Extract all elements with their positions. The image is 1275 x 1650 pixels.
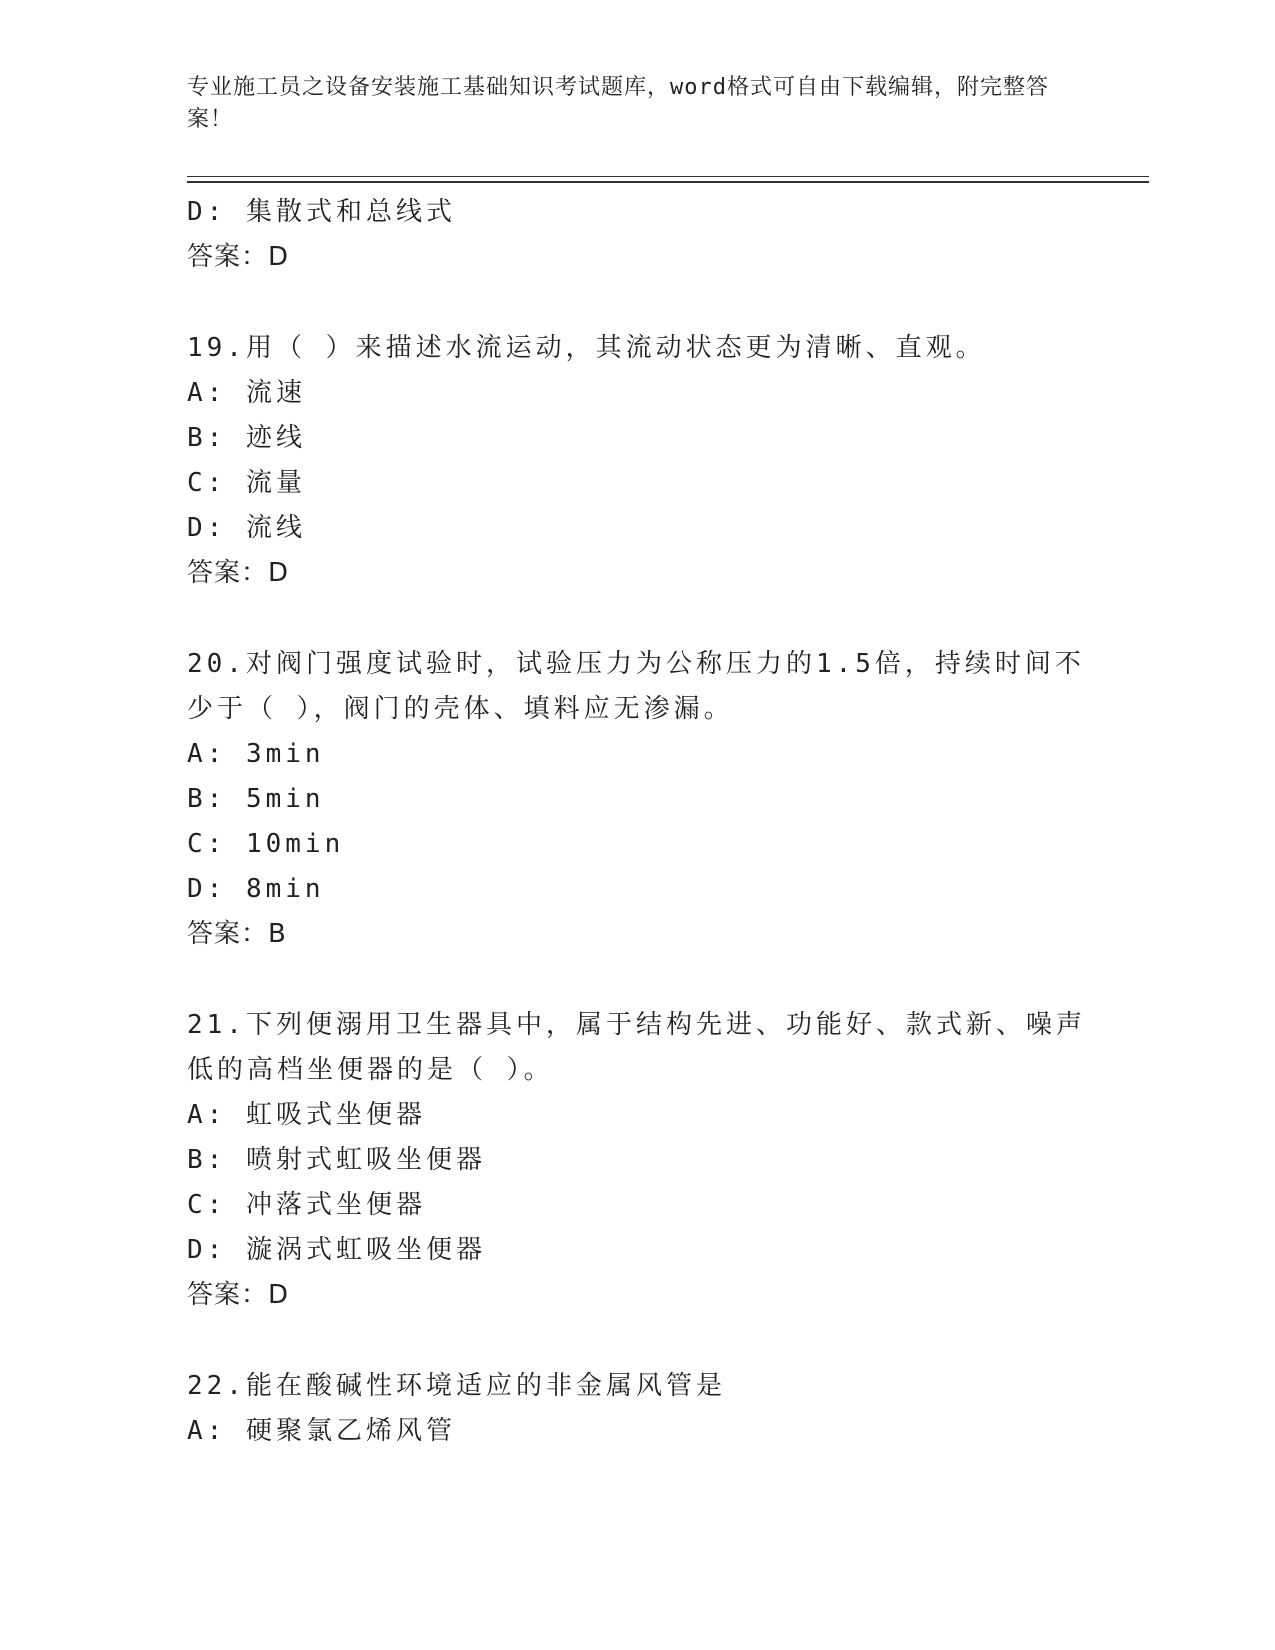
- option-a: A: 硬聚氯乙烯风管: [187, 1416, 456, 1446]
- question-list: [187, 190, 1087, 1454]
- option-c: C: 冲落式坐便器: [187, 1190, 426, 1220]
- answer-line: 答案：D: [187, 242, 290, 272]
- question-22: [187, 1364, 1087, 1454]
- document-header: 专业施工员之设备安装施工基础知识考试题库，word格式可自由下载编辑，附完整答案！: [187, 75, 1049, 132]
- option-c: C: 10min: [187, 829, 345, 859]
- option-d: D: 漩涡式虹吸坐便器: [187, 1235, 486, 1265]
- question-text: 20.对阀门强度试验时，试验压力为公称压力的1.5倍，持续时间不少于（ ），阀门的壳体、填料应无渗漏。: [187, 649, 1085, 724]
- answer-line: 答案：B: [187, 919, 287, 949]
- question-20: [187, 642, 1087, 957]
- question-text: 21.下列便溺用卫生器具中，属于结构先进、功能好、款式新、噪声低的高档坐便器的是（ ）。: [187, 1010, 1086, 1085]
- question-19: [187, 326, 1087, 596]
- question-text: 19.用（ ）来描述水流运动，其流动状态更为清晰、直观。: [187, 333, 986, 363]
- answer-line: 答案：D: [187, 558, 290, 588]
- option-b: B: 喷射式虹吸坐便器: [187, 1145, 486, 1175]
- option-a: A: 3min: [187, 739, 325, 769]
- option-d: D: 集散式和总线式: [187, 197, 456, 227]
- option-b: B: 迹线: [187, 423, 306, 453]
- question-21: [187, 1003, 1087, 1318]
- option-d: D: 流线: [187, 513, 306, 543]
- header-divider-thin: [187, 176, 1149, 177]
- option-b: B: 5min: [187, 784, 325, 814]
- question-text: 22.能在酸碱性环境适应的非金属风管是: [187, 1371, 726, 1401]
- option-a: A: 流速: [187, 378, 306, 408]
- header-divider-thick: [187, 181, 1149, 183]
- answer-line: 答案：D: [187, 1280, 290, 1310]
- option-c: C: 流量: [187, 468, 306, 498]
- option-a: A: 虹吸式坐便器: [187, 1100, 426, 1130]
- option-d: D: 8min: [187, 874, 325, 904]
